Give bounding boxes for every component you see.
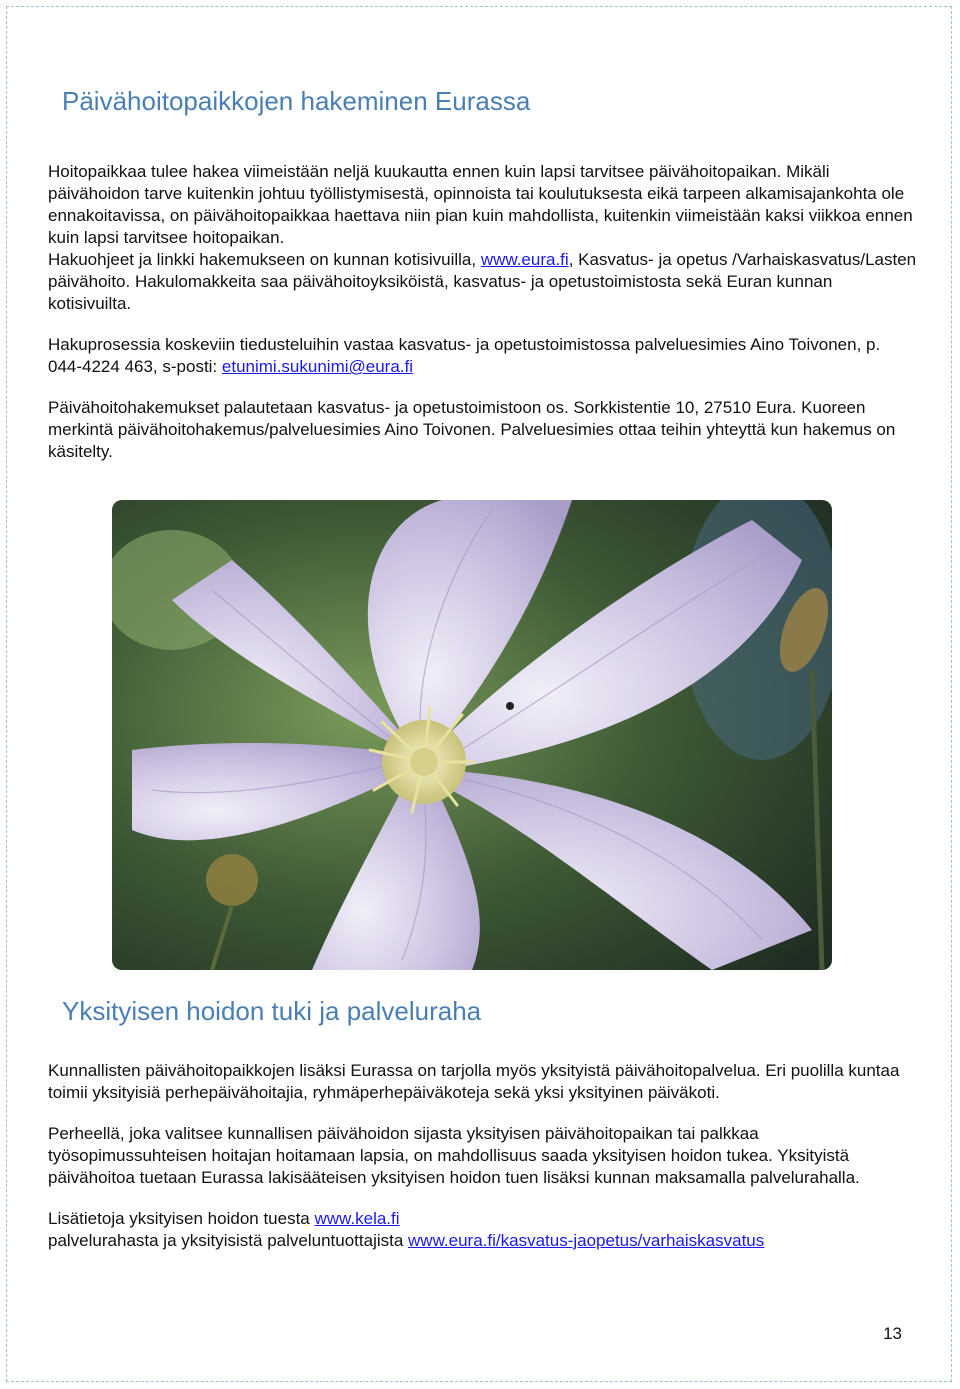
paragraph-text: Hakuohjeet ja linkki hakemukseen on kunnan kotisivuilla,	[48, 250, 481, 269]
paragraph-private-care-support: Perheellä, joka valitsee kunnallisen päivähoidon sijasta yksityisen päivähoitopaikan tai palkkaa työsopimussuhteisen hoitajan hoitamaan lapsia, on mahdollisuus saada yksityisen hoidon tukea. Yksityistä päivähoitoa tuetaan Eurassa lakisääteisen yksityisen hoidon tuen lisäksi kunnan maksamalla palvelurahalla.	[48, 1124, 860, 1187]
section-title-daycare-application: Päivähoitopaikkojen hakeminen Eurassa	[62, 86, 531, 116]
page-number: 13	[883, 1324, 902, 1343]
section-title-private-care: Yksityisen hoidon tuki ja palveluraha	[62, 996, 482, 1026]
paragraph-contact-info	[48, 334, 918, 378]
paragraph-text: Hoitopaikkaa tulee hakea viimeistään neljä kuukautta ennen kuin lapsi tarvitsee päivähoitopaikan. Mikäli päivähoidon tarve kuitenkin johtuu työllistymisestä, opinnoista tai koulutuksesta eikä tarpeen alkamisajankohta ole ennakoitavissa, on päivähoitopaikkaa haettava niin pian kuin mahdollista, kuitenkin viimeistään kaksi viikkoa ennen kuin lapsi tarvitsee hoitopaikan.	[48, 162, 913, 247]
link-eura-website[interactable]: www.eura.fi	[480, 250, 569, 269]
flower-illustration	[112, 500, 832, 970]
link-eura-early-education[interactable]: www.eura.fi/kasvatus-jaopetus/varhaiskasvatus	[408, 1231, 765, 1250]
section-private-care	[48, 1060, 918, 1271]
paragraph-text: palvelurahasta ja yksityisistä palveluntuottajista	[48, 1231, 409, 1250]
paragraph-text: Hakuprosessia koskeviin tiedusteluihin vastaa kasvatus- ja opetustoimistossa palveluesimies Aino Toivonen, p. 044-4224 463, s-posti:	[48, 335, 881, 376]
paragraph-text: Lisätietoja yksityisen hoidon tuesta	[48, 1209, 315, 1228]
paragraph-more-info	[48, 1208, 918, 1252]
paragraph-text: Päivähoitohakemukset palautetaan kasvatus- ja opetustoimistoon os. Sorkkistentie 10, 27510 Eura. Kuoreen merkintä päivähoitohakemus/palveluesimies Aino Toivonen. Palveluesimies ottaa teihin yhteyttä kun hakemus on käsitelty.	[48, 398, 896, 461]
section-daycare-application	[48, 161, 918, 482]
link-kela-website[interactable]: www.kela.fi	[314, 1209, 400, 1228]
link-email-address[interactable]: etunimi.sukunimi@eura.fi	[221, 357, 414, 376]
paragraph-application-timing	[48, 161, 918, 315]
paragraph-text: , Kasvatus- ja opetus /Varhaiskasvatus/Lasten päivähoito. Hakulomakkeita saa päivähoitoyksiköistä, kasvatus- ja opetustoimistosta sekä Euran kunnan kotisivuilta.	[48, 250, 917, 313]
clematis-flower-photo	[112, 500, 832, 970]
paragraph-return-address	[48, 397, 918, 463]
paragraph-private-services: Kunnallisten päivähoitopaikkojen lisäksi Eurassa on tarjolla myös yksityistä päivähoitopalvelua. Eri puolilla kuntaa toimii yksityisiä perhepäivähoitajia, ryhmäperhepäiväkoteja sekä yksi yksityinen päiväkoti.	[48, 1061, 900, 1102]
